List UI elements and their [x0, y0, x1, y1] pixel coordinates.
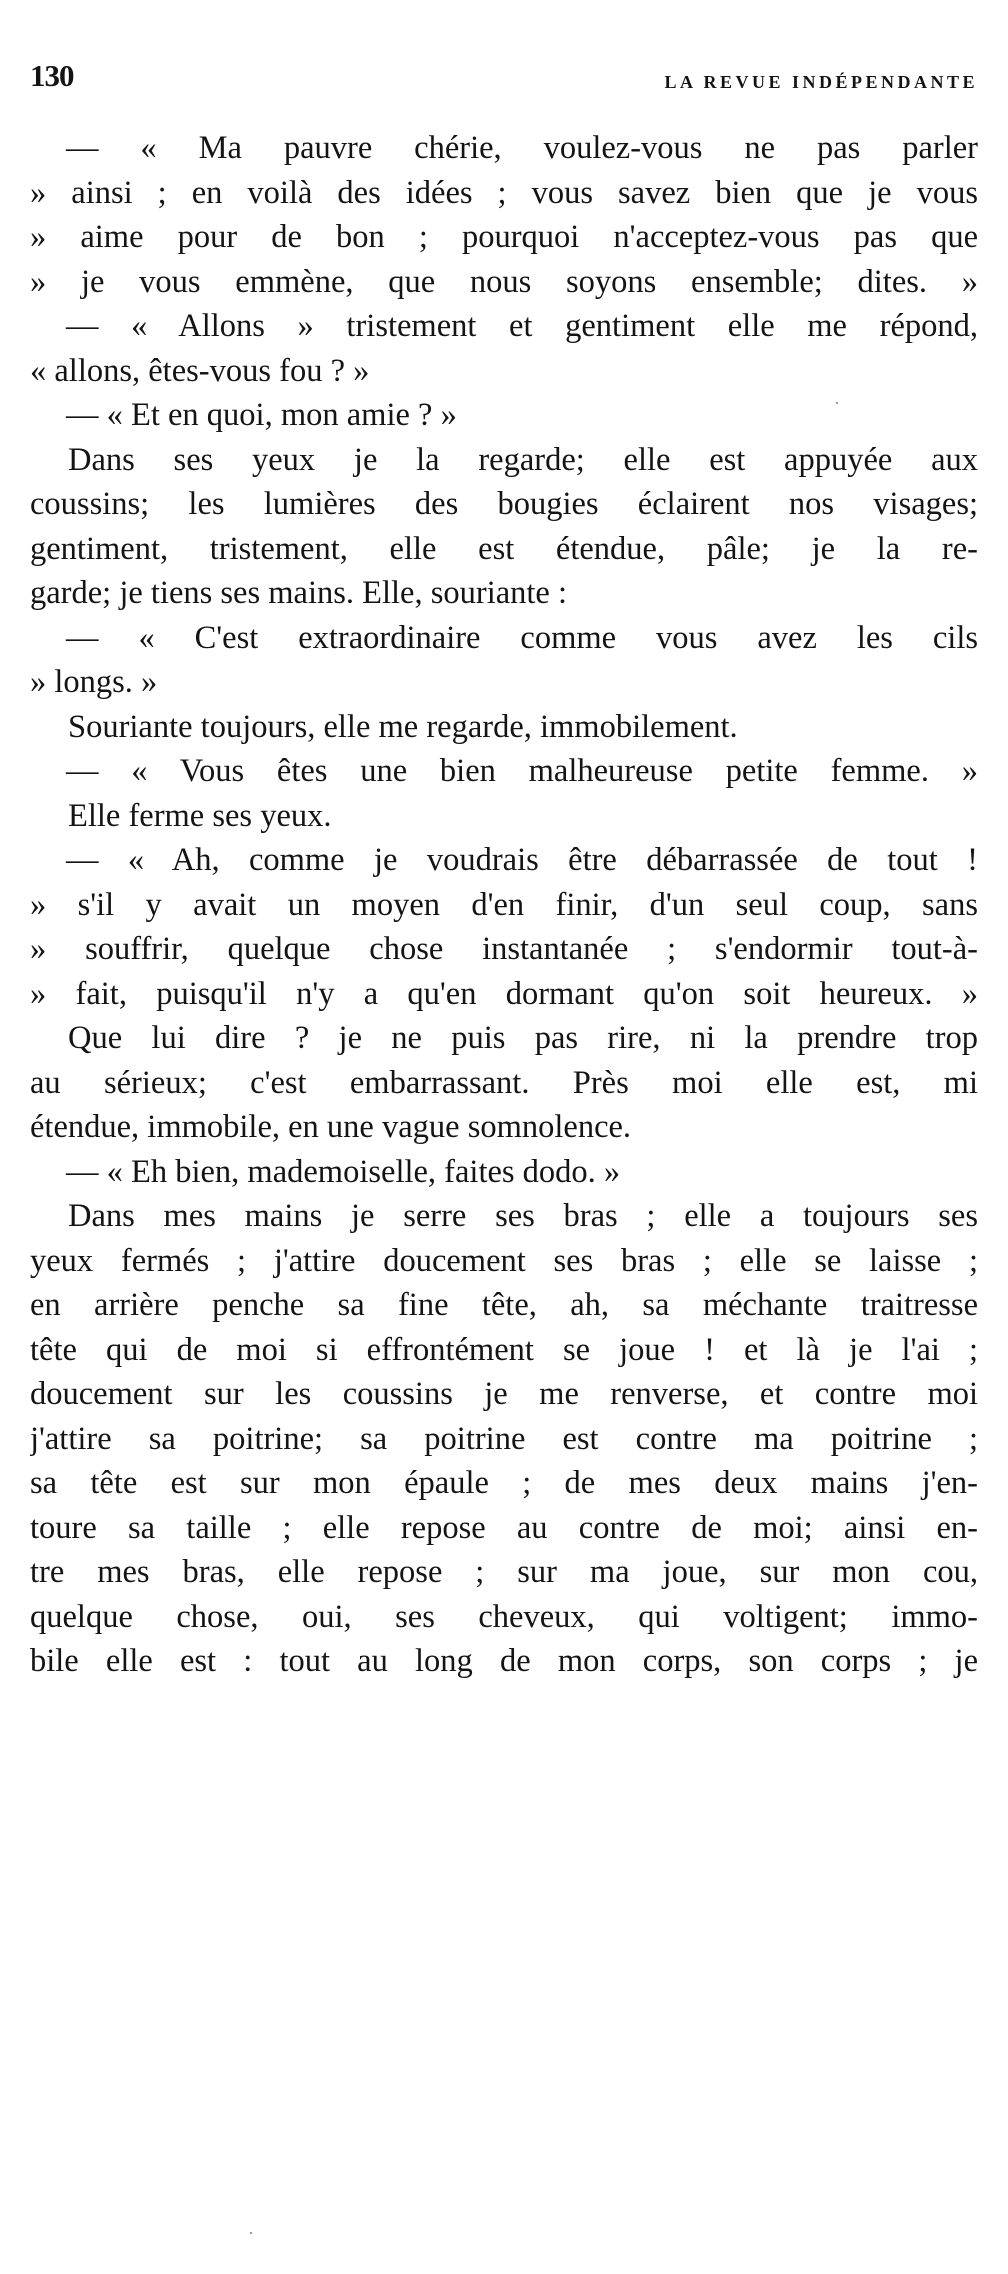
paper-speck: [250, 2232, 252, 2234]
text-line: tête qui de moi si effrontément se joue ! et là je l'ai ;: [30, 1331, 978, 1368]
body-text: [30, 126, 978, 1684]
text-line: gentiment, tristement, elle est étendue, pâle; je la re-: [30, 530, 978, 567]
paper-speck: [836, 402, 838, 404]
text-line: — « Eh bien, mademoiselle, faites dodo. »: [66, 1153, 621, 1190]
text-line: Souriante toujours, elle me regarde, immobilement.: [68, 708, 738, 745]
text-line: Dans ses yeux je la regarde; elle est appuyée aux: [68, 441, 978, 478]
text-line: quelque chose, oui, ses cheveux, qui voltigent; immo-: [30, 1598, 978, 1635]
text-line: toure sa taille ; elle repose au contre de moi; ainsi en-: [30, 1509, 978, 1546]
text-line: coussins; les lumières des bougies éclairent nos visages;: [30, 486, 978, 522]
text-line: Dans mes mains je serre ses bras ; elle a toujours ses: [68, 1198, 978, 1234]
text-line: en arrière penche sa fine tête, ah, sa méchante traitresse: [30, 1287, 978, 1323]
text-line: » s'il y avait un moyen d'en finir, d'un seul coup, sans: [30, 886, 978, 923]
text-line: » fait, puisqu'il n'y a qu'en dormant qu'on soit heureux. »: [30, 975, 978, 1012]
text-line: tre mes bras, elle repose ; sur ma joue, sur mon cou,: [30, 1554, 978, 1590]
text-line: yeux fermés ; j'attire doucement ses bras ; elle se laisse ;: [30, 1242, 978, 1279]
page-number: 130: [30, 58, 74, 93]
text-line: » ainsi ; en voilà des idées ; vous savez bien que je vous: [30, 174, 978, 211]
text-line: — « Ah, comme je voudrais être débarrassée de tout !: [66, 842, 978, 878]
text-line: bile elle est : tout au long de mon corps, son corps ; je: [30, 1643, 978, 1679]
text-line: garde; je tiens ses mains. Elle, souriante :: [30, 575, 568, 611]
running-title: LA REVUE INDÉPENDANTE: [664, 72, 978, 92]
text-line: « allons, êtes-vous fou ? »: [30, 352, 370, 389]
text-line: » aime pour de bon ; pourquoi n'acceptez-vous pas que: [30, 219, 978, 255]
text-line: — « C'est extraordinaire comme vous avez les cils: [66, 619, 978, 656]
text-line: — « Vous êtes une bien malheureuse petite femme. »: [66, 753, 978, 789]
page-header: [30, 58, 978, 102]
text-line: j'attire sa poitrine; sa poitrine est contre ma poitrine ;: [30, 1420, 978, 1457]
text-line: » longs. »: [30, 664, 158, 700]
text-line: — « Allons » tristement et gentiment elle me répond,: [66, 308, 978, 344]
text-line: doucement sur les coussins je me renverse, et contre moi: [30, 1376, 978, 1412]
text-line: Que lui dire ? je ne puis pas rire, ni la prendre trop: [68, 1020, 978, 1056]
text-line: sa tête est sur mon épaule ; de mes deux mains j'en-: [30, 1465, 978, 1501]
text-line: » je vous emmène, que nous soyons ensemble; dites. »: [30, 263, 978, 300]
text-line: étendue, immobile, en une vague somnolence.: [30, 1109, 632, 1145]
text-line: Elle ferme ses yeux.: [68, 797, 332, 834]
text-line: au sérieux; c'est embarrassant. Près moi elle est, mi: [30, 1064, 978, 1101]
text-line: — « Et en quoi, mon amie ? »: [66, 397, 457, 433]
text-line: — « Ma pauvre chérie, voulez-vous ne pas parler: [66, 130, 978, 166]
text-line: » souffrir, quelque chose instantanée ; s'endormir tout-à-: [30, 931, 978, 967]
